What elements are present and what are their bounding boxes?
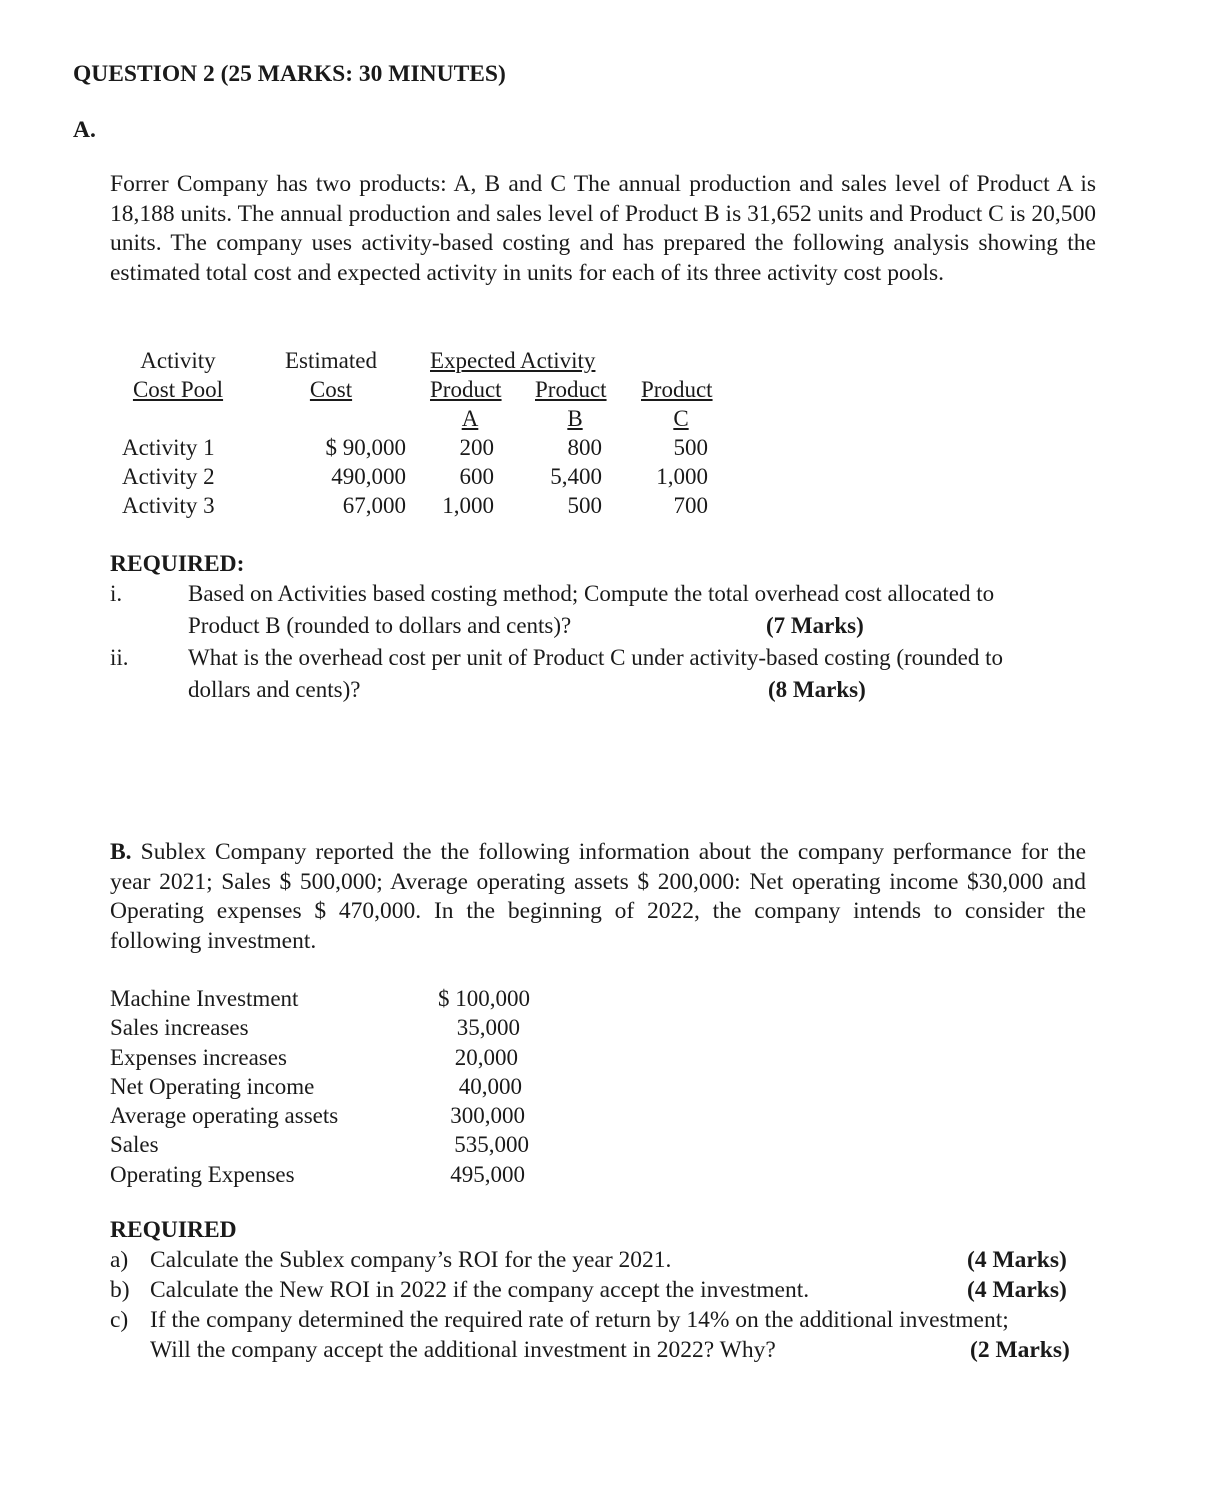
marks-badge: (8 Marks): [768, 677, 866, 702]
col-header-a: A: [461, 406, 479, 431]
question-text: Calculate the Sublex company’s ROI for the year 2021.: [150, 1247, 672, 1273]
table-row-pool: Activity 2: [122, 464, 215, 489]
part-b-intro-text: Sublex Company reported the the following information about the company performance for the year 2021; Sales $ 500,000; Average operating assets $ 200,000: Net operating income $30,000 and Operating expenses $ 470,000. In the beginning of 2022, the company intends to consider the following investment.: [110, 839, 1087, 954]
list-item-label: Sales increases: [110, 1015, 249, 1040]
table-row-b: 5,400: [550, 464, 602, 489]
list-item-value: $ 100,000: [438, 986, 530, 1011]
col-header-c: C: [673, 406, 689, 431]
marks-badge: (4 Marks): [967, 1277, 1067, 1303]
list-item-value: 35,000: [456, 1015, 520, 1040]
question-number: i.: [110, 581, 123, 606]
question-text: Product B (rounded to dollars and cents)?: [188, 613, 572, 638]
list-item-value: 40,000: [458, 1074, 522, 1099]
list-item-value: 300,000: [450, 1103, 525, 1128]
col-header-cost-pool: Cost Pool: [132, 377, 224, 402]
question-text: dollars and cents)?: [188, 677, 361, 702]
list-item-label: Average operating assets: [110, 1103, 339, 1128]
list-item-label: Operating Expenses: [110, 1162, 295, 1187]
table-row-b: 500: [567, 493, 602, 518]
question-number: ii.: [110, 645, 129, 670]
col-header-product-b: Product: [535, 377, 607, 402]
part-a-intro: Forrer Company has two products: A, B and C The annual production and sales level of Product A is 18,188 units. The annual production and sales level of Product B is 31,652 units and Product C is 20,500 units. The company uses activity-based costing and has prepared the following analysis showing the estimated total cost and expected activity in units for each of its three activity cost pools.: [110, 171, 1096, 286]
table-row-pool: Activity 3: [122, 493, 215, 518]
required-label-b: REQUIRED: [110, 1217, 237, 1243]
col-header-expected-activity: Expected Activity: [430, 348, 596, 373]
list-item-value: 20,000: [454, 1045, 518, 1070]
table-row-cost: 490,000: [331, 464, 406, 489]
marks-badge: (2 Marks): [970, 1337, 1070, 1363]
col-header-product-a: Product: [430, 377, 502, 402]
marks-badge: (4 Marks): [967, 1247, 1067, 1273]
question-number: a): [110, 1247, 129, 1273]
question-number: c): [110, 1307, 129, 1333]
required-label-a: REQUIRED:: [110, 551, 245, 577]
section-a-label: A.: [73, 117, 96, 143]
table-row-a: 1,000: [442, 493, 494, 518]
section-b-label: B.: [110, 839, 132, 865]
question-text: What is the overhead cost per unit of Product C under activity-based costing (rounded to: [188, 645, 1004, 670]
table-row-c: 1,000: [656, 464, 708, 489]
table-row-c: 700: [673, 493, 708, 518]
part-b-intro: [110, 838, 1086, 956]
table-row-a: 200: [459, 435, 494, 460]
table-row-b: 800: [567, 435, 602, 460]
col-header-estimated: Estimated: [285, 348, 377, 373]
table-row-pool: Activity 1: [122, 435, 215, 460]
page-title: QUESTION 2 (25 MARKS: 30 MINUTES): [73, 61, 506, 87]
question-text: Will the company accept the additional investment in 2022? Why?: [150, 1337, 776, 1363]
question-text: If the company determined the required rate of return by 14% on the additional investment;: [150, 1307, 1009, 1333]
table-row-a: 600: [459, 464, 494, 489]
list-item-label: Net Operating income: [110, 1074, 315, 1099]
list-item-label: Expenses increases: [110, 1045, 287, 1070]
col-header-cost: Cost: [309, 377, 353, 402]
question-text: Calculate the New ROI in 2022 if the company accept the investment.: [150, 1277, 810, 1303]
list-item-label: Sales: [110, 1132, 159, 1157]
col-header-product-c: Product: [641, 377, 713, 402]
marks-badge: (7 Marks): [766, 613, 864, 638]
table-row-cost: 67,000: [342, 493, 406, 518]
list-item-label: Machine Investment: [110, 986, 299, 1011]
list-item-value: 495,000: [450, 1162, 525, 1187]
question-number: b): [110, 1277, 130, 1303]
question-text: Based on Activities based costing method; Compute the total overhead cost allocated to: [188, 581, 995, 606]
col-header-activity: Activity: [140, 348, 216, 373]
table-row-cost: $ 90,000: [325, 435, 406, 460]
col-header-b: B: [567, 406, 583, 431]
table-row-c: 500: [673, 435, 708, 460]
list-item-value: 535,000: [454, 1132, 529, 1157]
